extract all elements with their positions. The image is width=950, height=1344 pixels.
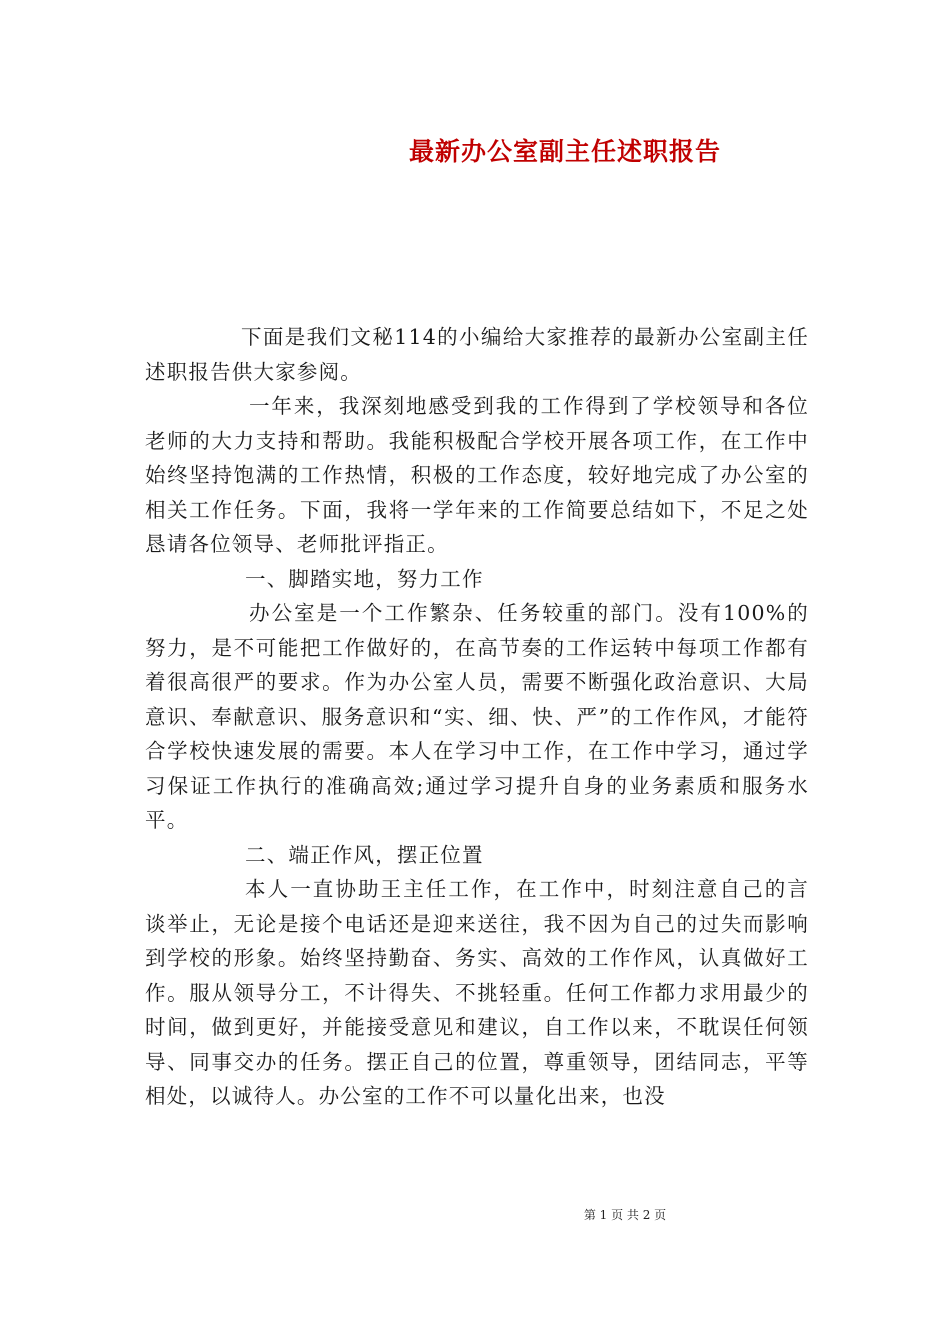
paragraph-section-1: 办公室是一个工作繁杂、任务较重的部门。没有100%的努力，是不可能把工作做好的，在高节奏的工作运转中每项工作都有着很高很严的要求。作为办公室人员，需要不断强化政治意识、大局意识、奉献意识、服务意识和“实、细、快、严”的工作作风，才能符合学校快速发展的需要。本人在学习中工作，在工作中学习，通过学习保证工作执行的准确高效;通过学习提升自身的业务素质和服务水平。 bbox=[145, 601, 809, 832]
section-heading-2: 二、端正作风，摆正位置 bbox=[245, 842, 484, 867]
paragraph-section-2: 本人一直协助王主任工作，在工作中，时刻注意自己的言谈举止，无论是接个电话还是迎来送往，我不因为自己的过失而影响到学校的形象。始终坚持勤奋、务实、高效的工作作风，认真做好工作。服从领导分工，不计得失、不挑轻重。任何工作都力求用最少的时间，做到更好，并能接受意见和建议，自工作以来，不耽误任何领导、同事交办的任务。摆正自己的位置，尊重领导，团结同志，平等相处，以诚待人。办公室的工作不可以量化出来，也没 bbox=[145, 877, 809, 1108]
page-number-footer: 第 1 页 共 2 页 bbox=[583, 1208, 667, 1222]
section-heading-1: 一、脚踏实地，努力工作 bbox=[245, 566, 484, 591]
document-title: 最新办公室副主任述职报告 bbox=[408, 137, 721, 166]
paragraph-overview: 一年来，我深刻地感受到我的工作得到了学校领导和各位老师的大力支持和帮助。我能积极配合学校开展各项工作，在工作中始终坚持饱满的工作热情，积极的工作态度，较好地完成了办公室的相关工作任务。下面，我将一学年来的工作简要总结如下，不足之处恳请各位领导、老师批评指正。 bbox=[145, 394, 809, 556]
document-body bbox=[145, 320, 809, 1114]
paragraph-intro: 下面是我们文秘114的小编给大家推荐的最新办公室副主任述职报告供大家参阅。 bbox=[145, 325, 809, 384]
